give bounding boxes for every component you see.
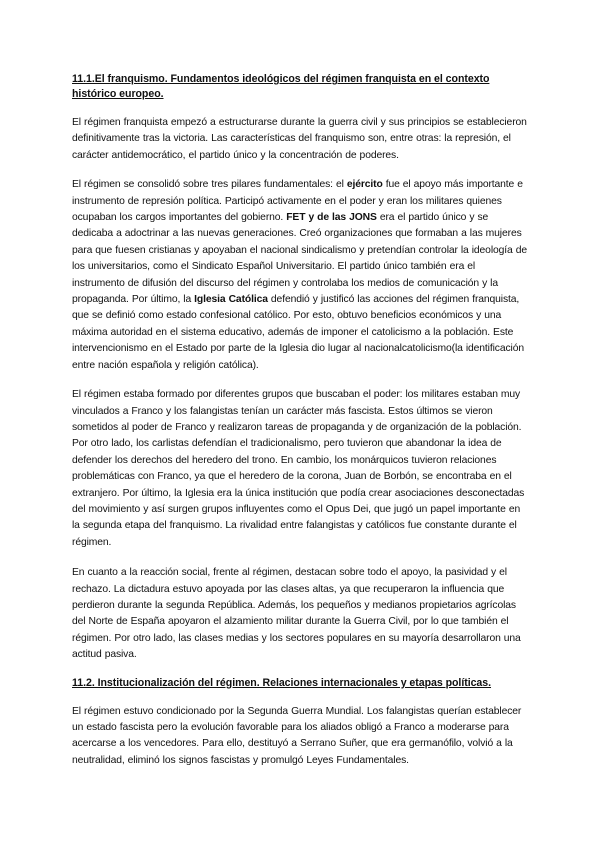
- paragraph-groups: El régimen estaba formado por diferentes grupos que buscaban el poder: los militares estaban muy vinculados a Franco y los falangistas tenían un carácter más fascista. Estos últimos se vieron sometidos al poder de Franco y realizaron tareas de propaganda y de organización de la población. Por otro lado, los carlistas defendían el tradicionalismo, pero tuvieron que abandonar la idea de defender los derechos del heredero del trono. En cambio, los monárquicos tuvieron relaciones problemáticas con Franco, ya que el heredero de la corona, Juan de Borbón, se encontraba en el extranjero. Por último, la Iglesia era la única institución que podía crear asociaciones desconectadas del movimiento y así surgen grupos influyentes como el Opus Dei, que jugó un papel importante en la segunda etapa del franquismo. La rivalidad entre falangistas y católicos fue constante durante el régimen.: [72, 389, 525, 548]
- paragraph-pillars-text-a: El régimen se consolidó sobre tres pilares fundamentales: el: [72, 179, 347, 191]
- section-1-title: 11.1.El franquismo. Fundamentos ideológicos del régimen franquista en el contexto histórico europeo.: [72, 73, 490, 100]
- paragraph-pillars-text-d: era el partido único y se dedicaba a adoctrinar a las nuevas generaciones. Creó organizaciones que formaban a las mujeres para que fuesen cristianas y apoyaban el nacional sindicalismo y pretendían controlar la ideología de los universitarios, como el Sindicato Español Universitario. El partido único también era el instrumento de difusión del discurso del régimen y controlaba los medios de comunicación y la propaganda. Por último, la: [72, 212, 527, 306]
- paragraph-ww2: El régimen estuvo condicionado por la Segunda Guerra Mundial. Los falangistas querían establecer un estado fascista pero la evolución favorable para los aliados obligó a Franco a moderarse para acercarse a los vencedores. Para ello, destituyó a Serrano Suñer, que era germanófilo, volvió a la neutralidad, eliminó los signos fascistas y promulgó Leyes Fundamentales.: [72, 705, 522, 766]
- paragraph-social-reaction: En cuanto a la reacción social, frente al régimen, destacan sobre todo el apoyo, la pasividad y el rechazo. La dictadura estuvo apoyada por las clases altas, ya que recuperaron la influencia que perdieron durante la segunda República. Además, los pequeños y medianos propietarios agrícolas del Norte de España apoyaron el alzamiento militar durante la Guerra Civil, por lo que también el régimen. Por otro lado, las clases medias y los sectores populares en su mayoría desarrollaron una actitud pasiva.: [72, 567, 521, 661]
- term-fet-jons: FET y de las JONS: [286, 212, 377, 224]
- term-iglesia-catolica: Iglesia Católica: [194, 294, 268, 306]
- paragraph-intro: El régimen franquista empezó a estructurarse durante la guerra civil y sus principios se establecieron definitivamente tras la victoria. Las características del franquismo son, entre otras: la represión, el carácter antidemocrático, el partido único y la concentración de poderes.: [72, 117, 527, 161]
- term-ejercito: ejército: [346, 179, 383, 191]
- paragraph-pillars: [72, 177, 530, 374]
- paragraph-pillars-text-c: fue el apoyo más importante e instrumento de represión política. Participó activamente en el poder y eran los militares quienes ocupaban los cargos importantes del gobierno.: [72, 179, 523, 224]
- section-2-title: 11.2. Institucionalización del régimen. Relaciones internacionales y etapas políticas.: [72, 676, 492, 689]
- paragraph-pillars-text-e: defendió y justificó las acciones del régimen franquista, que se definió como estado confesional católico. Por esto, obtuvo beneficios económicos y una máxima autoridad en el sistema educativo, además de imponer el catolicismo a la población. Este intervencionismo en el Estado por parte de la Iglesia dio lugar al nacionalcatolicismo(la identificación entre nación española y religión católica).: [72, 294, 524, 371]
- document-page: [72, 72, 530, 769]
